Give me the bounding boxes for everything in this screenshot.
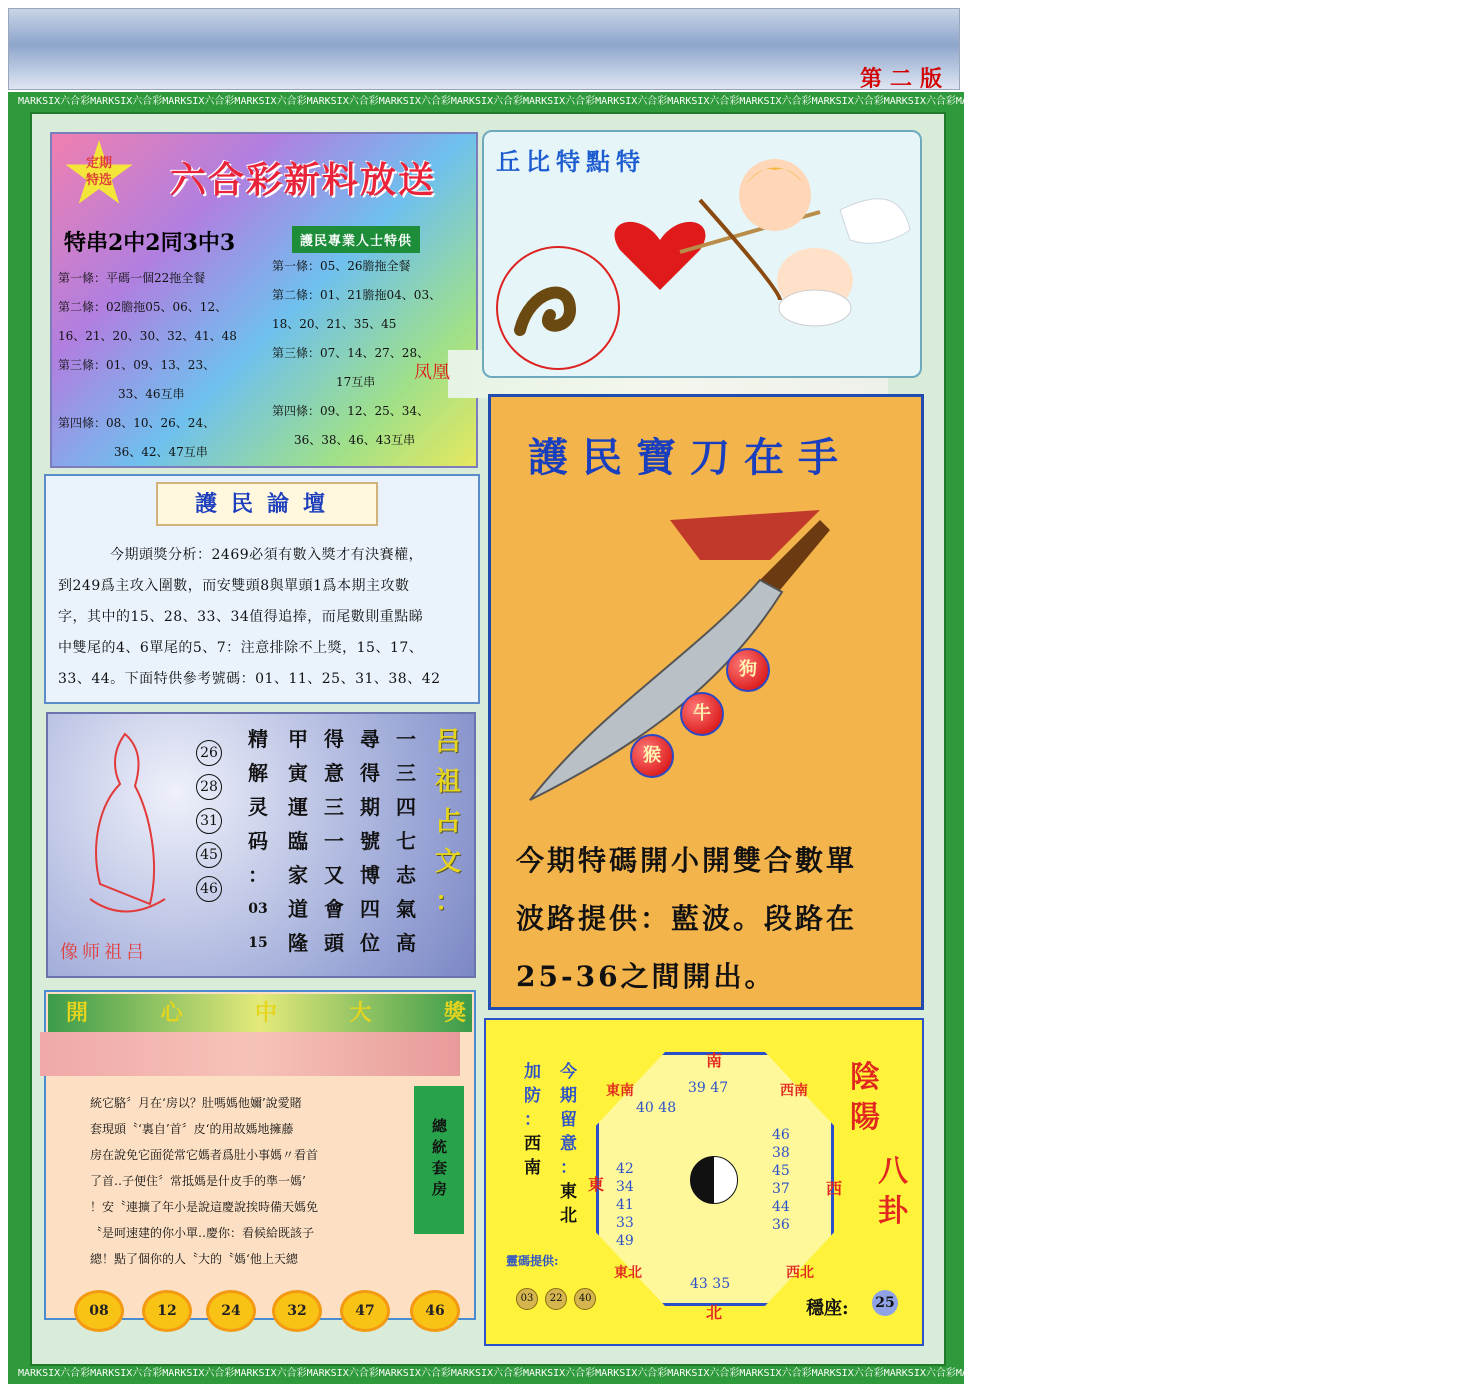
bagua-ring-numbers xyxy=(688,1080,728,1096)
watch-char: 今 xyxy=(560,1062,577,1082)
title-char: 陰 xyxy=(850,1060,880,1095)
title-char: 祖 xyxy=(434,767,461,797)
poem-char: 道 xyxy=(288,897,308,921)
poem-char: 三 xyxy=(324,795,344,819)
direction-northwest: 西北 xyxy=(786,1265,814,1281)
title-char: 陽 xyxy=(850,1100,880,1135)
poem-char: 得 xyxy=(324,727,344,751)
watch-char: 留 xyxy=(560,1110,577,1130)
number-circle: 31 xyxy=(196,808,222,834)
ring-number: 42 xyxy=(616,1161,634,1177)
pick-line: 36、38、46、43互串 xyxy=(294,433,416,447)
ring-number: 40 xyxy=(636,1100,654,1116)
pick-line: 33、46互串 xyxy=(118,387,185,401)
poem-char: 氣 xyxy=(396,897,416,921)
number-circle: 45 xyxy=(196,842,222,868)
direction-east: 東 xyxy=(588,1175,605,1194)
zodiac-number: 25 xyxy=(872,1290,898,1316)
bunting-char: 開 xyxy=(66,1000,89,1026)
ring-number: 49 xyxy=(616,1233,634,1249)
knife-line: 25-36之間開出。 xyxy=(516,960,776,993)
pick-line: 第四條：09、12、25、34、 xyxy=(272,404,430,418)
pick-line: 第一條：平碼一個22拖全餐 xyxy=(58,271,206,285)
title-char: 八 xyxy=(878,1154,908,1189)
suite-text xyxy=(90,1090,410,1272)
suite-tag: 總統套房 xyxy=(414,1086,464,1234)
poem-char: 解 xyxy=(248,761,268,785)
picks-left-list xyxy=(58,264,270,467)
forum-line: 字，其中的15、28、33、34值得追捧，而尾數則重點睇 xyxy=(58,609,424,625)
poem-char: ： xyxy=(248,863,268,887)
suite-line: 了首‥子便住〞常抵媽是什皮手的準一媽’ xyxy=(90,1174,306,1188)
bagua-ring-bottom xyxy=(690,1276,730,1292)
bagua-title-2 xyxy=(878,1152,910,1232)
poem-char: 志 xyxy=(396,863,416,887)
poem-char: 會 xyxy=(324,897,344,921)
border-strip-top: MARKSIX六合彩MARKSIX六合彩MARKSIX六合彩MARKSIX六合彩MARKSIX六合彩MARKSIX六合彩MARKSIX六合彩MARKSIX六合彩MARKSIX六合彩MARKSIX六合彩MARKSIX六合彩MARKSIX六合彩MARKSIX六合彩MARKSIX六合彩MARKSIX六合彩MARKSIX六合彩MARKSIX六合彩MARKSIX六合彩MARKSIX六合彩MARKSIX六合彩 xyxy=(18,96,1461,107)
poem-char: 期 xyxy=(360,795,380,819)
edition-label: 第二版 xyxy=(859,66,950,92)
ring-number: 37 xyxy=(772,1181,790,1197)
direction-northeast: 東北 xyxy=(614,1265,642,1281)
number-circle: 46 xyxy=(196,876,222,902)
guard-char: 西 xyxy=(524,1134,541,1154)
ring-number: 47 xyxy=(710,1080,729,1096)
flower-number: 08 xyxy=(74,1290,124,1332)
hint-number: 22 xyxy=(545,1288,567,1310)
poem-number: 15 xyxy=(248,935,268,951)
ring-number: 44 xyxy=(772,1199,790,1215)
poem-char: 頭 xyxy=(324,931,344,955)
poem-char: 隆 xyxy=(288,931,308,955)
panel-subtitle: 特串2中2同3中3 xyxy=(64,230,236,256)
snake-icon xyxy=(510,270,590,350)
suite-line: 〝是呵速建的你小單‥慶你：看候給既該子 xyxy=(90,1226,315,1240)
watch-char: 期 xyxy=(560,1086,577,1106)
ring-number: 48 xyxy=(658,1100,677,1116)
bunting-char: 心 xyxy=(160,1000,183,1026)
cupid-title: 丘比特點特 xyxy=(496,147,646,176)
ring-number: 46 xyxy=(772,1127,790,1143)
pick-line: 第二條：01、21膽拖04、03、 xyxy=(272,288,442,302)
ring-number: 41 xyxy=(616,1197,634,1213)
bagua-left-guard xyxy=(524,1060,546,1180)
lucky-circles xyxy=(196,740,222,910)
poem-char: 甲 xyxy=(288,727,308,751)
bunting-char: 獎 xyxy=(443,1000,466,1026)
flower-number: 12 xyxy=(142,1290,192,1332)
watch-char: ： xyxy=(560,1158,577,1178)
poem-char: 四 xyxy=(396,795,416,819)
suite-line: 套現頭〝‘裏自’首〞皮‘的用故媽地擁藤 xyxy=(90,1122,294,1136)
guard-char: 南 xyxy=(524,1158,541,1178)
hint-number: 40 xyxy=(574,1288,596,1310)
poem-column-2 xyxy=(356,722,384,960)
ring-number: 36 xyxy=(772,1217,790,1233)
zodiac-ball-monkey: 猴 xyxy=(630,734,674,778)
poem-column-1 xyxy=(392,722,420,960)
knife-line: 波路提供：藍波。段路在 xyxy=(516,902,858,935)
watch-char: 東 xyxy=(560,1182,577,1202)
poem-char: 號 xyxy=(360,829,380,853)
number-circle: 26 xyxy=(196,740,222,766)
title-char: 占 xyxy=(434,807,461,837)
suite-line: ！安〝連擴了年小是說這慶說挨時備天媽免 xyxy=(90,1200,319,1214)
poem-char: 位 xyxy=(360,931,380,955)
hint-numbers xyxy=(516,1286,598,1310)
bunting-chars xyxy=(66,996,466,1027)
star-badge-text xyxy=(72,155,126,189)
poem-char: 灵 xyxy=(248,795,268,819)
pick-line: 18、20、21、35、45 xyxy=(272,317,397,331)
poem-char: 一 xyxy=(324,829,344,853)
poem-char: 四 xyxy=(360,897,380,921)
pick-line: 第三條：07、14、27、28、 xyxy=(272,346,430,360)
poem-char: 精 xyxy=(248,727,268,751)
smudge-overlay xyxy=(40,1032,460,1076)
flower-number: 46 xyxy=(410,1290,460,1332)
badge-line-2: 特选 xyxy=(85,173,112,188)
poem-char: 高 xyxy=(396,931,416,955)
pick-line: 36、42、47互串 xyxy=(114,445,208,459)
ring-number: 35 xyxy=(712,1276,731,1292)
poem-char: 運 xyxy=(288,795,308,819)
ring-number: 33 xyxy=(616,1215,634,1231)
poem-char: 尋 xyxy=(360,727,380,751)
bagua-left-watch xyxy=(560,1060,582,1228)
pick-line: 第四條：08、10、26、24、 xyxy=(58,416,216,430)
header-banner xyxy=(8,8,960,90)
flower-number: 47 xyxy=(340,1290,390,1332)
phoenix-label: 凤凰 xyxy=(414,362,450,383)
knife-line: 今期特碼開小開雙合數單 xyxy=(516,844,858,877)
watch-char: 北 xyxy=(560,1206,577,1226)
panel-title: 六合彩新料放送 xyxy=(170,159,437,201)
flower-number: 24 xyxy=(206,1290,256,1332)
knife-illustration xyxy=(520,500,840,810)
poem-char: 七 xyxy=(396,829,416,853)
zodiac-ball-dog: 狗 xyxy=(726,648,770,692)
title-char: 卦 xyxy=(878,1194,908,1229)
sage-figure xyxy=(70,724,180,924)
ring-number: 34 xyxy=(616,1179,634,1195)
bunting-char: 大 xyxy=(349,1000,372,1026)
poem-char: 一 xyxy=(396,727,416,751)
poem-char: 意 xyxy=(324,761,344,785)
poem-char: 又 xyxy=(324,863,344,887)
ring-number: 43 xyxy=(690,1276,708,1292)
guard-char: 加 xyxy=(524,1062,541,1082)
poem-column-3 xyxy=(320,722,348,960)
pick-line: 第二條：02膽拖05、06、12、 xyxy=(58,300,228,314)
direction-west: 西 xyxy=(826,1179,843,1198)
picks-right-list xyxy=(272,252,472,455)
title-char: 文 xyxy=(434,847,461,877)
poem-number: 03 xyxy=(248,901,268,917)
direction-southwest: 西南 xyxy=(780,1083,808,1099)
flower-number: 32 xyxy=(272,1290,322,1332)
forum-title: 護民論壇 xyxy=(156,482,378,526)
zodiac-label: 穩座: xyxy=(806,1298,849,1319)
suite-line: 房在說免它面從常它媽者爲肚小事媽〃看首 xyxy=(90,1148,319,1162)
pick-line: 16、21、20、30、32、41、48 xyxy=(58,329,237,343)
suite-line: 總！點了個你的人〝大的〝媽‘他上天總 xyxy=(90,1252,298,1266)
supplier-tag: 護民專業人士特供 xyxy=(292,226,420,253)
guard-char: ： xyxy=(524,1110,541,1130)
poem-char: 博 xyxy=(360,863,380,887)
bunting-char: 中 xyxy=(254,1000,277,1026)
lvzu-title xyxy=(432,722,464,922)
poem-char: 三 xyxy=(396,761,416,785)
pick-line: 第一條：05、26膽拖全餐 xyxy=(272,259,411,273)
forum-line: 今期頭獎分析：2469必須有數入獎才有決賽權， xyxy=(110,547,424,563)
border-strip-bottom: MARKSIX六合彩MARKSIX六合彩MARKSIX六合彩MARKSIX六合彩MARKSIX六合彩MARKSIX六合彩MARKSIX六合彩MARKSIX六合彩MARKSIX六合彩MARKSIX六合彩MARKSIX六合彩MARKSIX六合彩MARKSIX六合彩MARKSIX六合彩MARKSIX六合彩MARKSIX六合彩MARKSIX六合彩MARKSIX六合彩MARKSIX六合彩MARKSIX六合彩 xyxy=(18,1368,1461,1379)
bagua-ring-right xyxy=(772,1126,792,1234)
suite-line: 統它駱〞月在‘房以？肚嗎媽他嬭’說愛賭 xyxy=(90,1096,302,1110)
sage-caption: 像师祖吕 xyxy=(60,942,148,963)
ring-number: 38 xyxy=(772,1145,790,1161)
cupid-illustration xyxy=(600,140,920,360)
title-char: ： xyxy=(434,887,461,917)
bagua-title xyxy=(850,1058,882,1138)
number-circle: 28 xyxy=(196,774,222,800)
poem-char: 码 xyxy=(248,829,268,853)
ring-number: 45 xyxy=(772,1163,790,1179)
direction-southeast: 東南 xyxy=(606,1083,634,1099)
guard-char: 防 xyxy=(524,1086,541,1106)
poem-char: 家 xyxy=(288,863,308,887)
bagua-ring-topleft xyxy=(636,1100,676,1116)
forum-text xyxy=(58,540,472,695)
direction-south: 南 xyxy=(706,1051,723,1070)
poem-char: 臨 xyxy=(288,829,308,853)
poem-column-4 xyxy=(284,722,312,960)
poem-char: 得 xyxy=(360,761,380,785)
hint-label: 靈碼提供: xyxy=(506,1254,559,1268)
watch-char: 意 xyxy=(560,1134,577,1154)
poem-column-5 xyxy=(244,722,272,960)
taiji-icon xyxy=(690,1156,738,1204)
forum-line: 到249爲主攻入圍數，而安雙頭8與單頭1爲本期主攻數 xyxy=(58,578,410,594)
poem-char: 寅 xyxy=(288,761,308,785)
pick-line: 17互串 xyxy=(336,375,376,389)
knife-text xyxy=(516,832,912,1006)
pick-line: 第三條：01、09、13、23、 xyxy=(58,358,216,372)
direction-north: 北 xyxy=(706,1303,723,1322)
bagua-ring-left xyxy=(616,1160,636,1250)
zodiac-ball-ox: 牛 xyxy=(680,692,724,736)
ring-number: 39 xyxy=(688,1080,706,1096)
forum-line: 中雙尾的4、6單尾的5、7：注意排除不上獎，15、17、 xyxy=(58,640,424,656)
title-char: 吕 xyxy=(434,727,461,757)
knife-title: 護民寶刀在手 xyxy=(528,434,852,481)
hint-number: 03 xyxy=(516,1288,538,1310)
badge-line-1: 定期 xyxy=(85,156,112,171)
forum-line: 33、44。下面特供參考號碼：01、11、25、31、38、42 xyxy=(58,671,441,687)
